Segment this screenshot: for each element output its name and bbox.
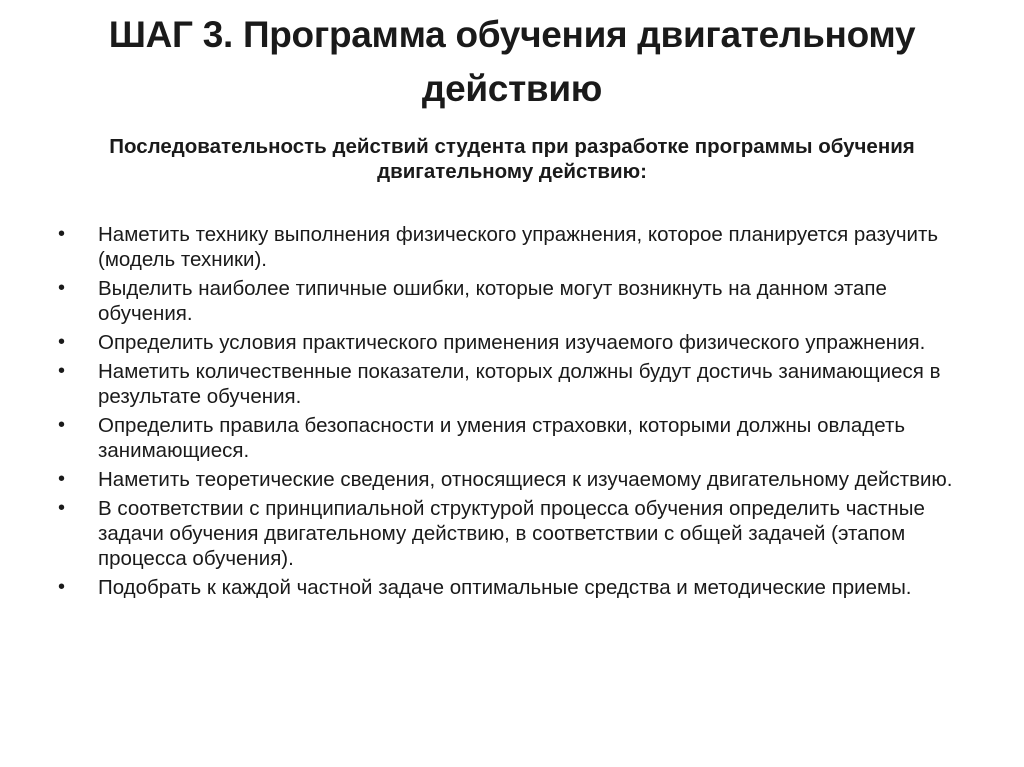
list-item xyxy=(56,575,986,600)
list-item xyxy=(56,330,986,355)
list-item-text: Определить условия практического применения изучаемого физического упражнения. xyxy=(98,331,926,354)
bullet-icon: • xyxy=(58,497,66,519)
list-item-text: Выделить наиболее типичные ошибки, которые могут возникнуть на данном этапе обучения. xyxy=(98,277,887,325)
bullet-icon: • xyxy=(58,360,66,382)
bullet-icon: • xyxy=(58,468,66,490)
list-item-text: Наметить технику выполнения физического упражнения, которое планируется разучить (модель техники). xyxy=(98,223,939,271)
list-item xyxy=(56,276,986,326)
bullet-list xyxy=(56,222,986,604)
list-item-text: В соответствии с принципиальной структурой процесса обучения определить частные задачи обучения двигательному действию, в соответствии с общей задачей (этапом процесса обучения). xyxy=(98,497,925,570)
bullet-icon: • xyxy=(58,331,66,353)
list-item xyxy=(56,496,986,571)
bullet-icon: • xyxy=(58,223,66,245)
list-item-text: Наметить теоретические сведения, относящиеся к изучаемому двигательному действию. xyxy=(98,468,953,491)
slide-title: ШАГ 3. Программа обучения двигательному действию xyxy=(108,14,916,109)
list-item-text: Подобрать к каждой частной задаче оптимальные средства и методические приемы. xyxy=(98,576,912,599)
list-item xyxy=(56,222,986,272)
list-item-text: Наметить количественные показатели, которых должны будут достичь занимающиеся в результате обучения. xyxy=(98,360,941,408)
bullet-icon: • xyxy=(58,414,66,436)
bullet-icon: • xyxy=(58,277,66,299)
slide-subtitle: Последовательность действий студента при разработке программы обучения двигательному действию: xyxy=(109,135,915,183)
list-item-text: Определить правила безопасности и умения страховки, которыми должны овладеть занимающиеся. xyxy=(98,414,906,462)
list-item xyxy=(56,359,986,409)
list-item xyxy=(56,413,986,463)
list-item xyxy=(56,467,986,492)
bullet-icon: • xyxy=(58,576,66,598)
